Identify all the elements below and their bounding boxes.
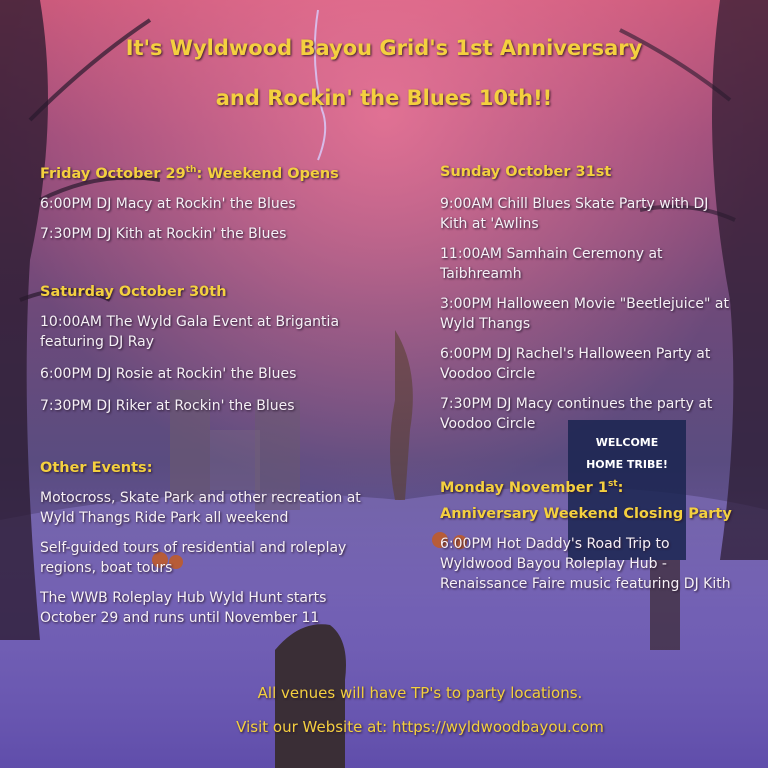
other-events-heading: Other Events:: [40, 459, 153, 476]
friday-item: 7:30PM DJ Kith at Rockin' the Blues: [40, 225, 287, 242]
right-column: [440, 162, 760, 594]
title-line2: and Rockin' the Blues 10th!!: [215, 86, 553, 110]
monday-item: 6:00PM Hot Daddy's Road Trip to Wyldwood Bayou Roleplay Hub - Renaissance Faire music featuring DJ Kith: [440, 535, 731, 592]
sunday-heading: Sunday October 31st: [440, 164, 612, 180]
sunday-item: 6:00PM DJ Rachel's Halloween Party at Voodoo Circle: [440, 346, 711, 382]
saturday-heading: Saturday October 30th: [40, 283, 227, 300]
saturday-item: 6:00PM DJ Rosie at Rockin' the Blues: [40, 365, 297, 382]
saturday-item: 7:30PM DJ Riker at Rockin' the Blues: [40, 397, 295, 414]
sign-line2: HOME TRIBE!: [586, 458, 668, 471]
friday-item: 6:00PM DJ Macy at Rockin' the Blues: [40, 195, 296, 212]
monday-heading: Monday November 1st:: [440, 479, 624, 496]
other-events-item: Self-guided tours of residential and roleplay regions, boat tours: [40, 539, 347, 576]
sign-line1: WELCOME: [595, 436, 659, 449]
saturday-item: 10:00AM The Wyld Gala Event at Brigantia featuring DJ Ray: [40, 313, 340, 350]
title-line1: It's Wyldwood Bayou Grid's 1st Anniversary: [125, 36, 643, 60]
sunday-item: 7:30PM DJ Macy continues the party at Voodoo Circle: [440, 396, 713, 432]
left-column: [40, 160, 400, 628]
closing-party-heading: Anniversary Weekend Closing Party: [440, 505, 732, 522]
friday-heading: Friday October 29th: Weekend Opens: [40, 165, 339, 182]
sunday-item: 9:00AM Chill Blues Skate Party with DJ Kith at 'Awlins: [440, 196, 709, 232]
other-events-item: The WWB Roleplay Hub Wyld Hunt starts October 29 and runs until November 11: [40, 589, 327, 626]
sunday-item: 11:00AM Samhain Ceremony at Taibhreamh: [440, 246, 663, 282]
footer-line1: All venues will have TP's to party locations.: [257, 684, 583, 702]
sunday-item: 3:00PM Halloween Movie "Beetlejuice" at Wyld Thangs: [440, 296, 729, 332]
other-events-item: Motocross, Skate Park and other recreation at Wyld Thangs Ride Park all weekend: [40, 489, 361, 526]
footer-line2: Visit our Website at: https://wyldwoodbayou.com: [236, 718, 604, 736]
